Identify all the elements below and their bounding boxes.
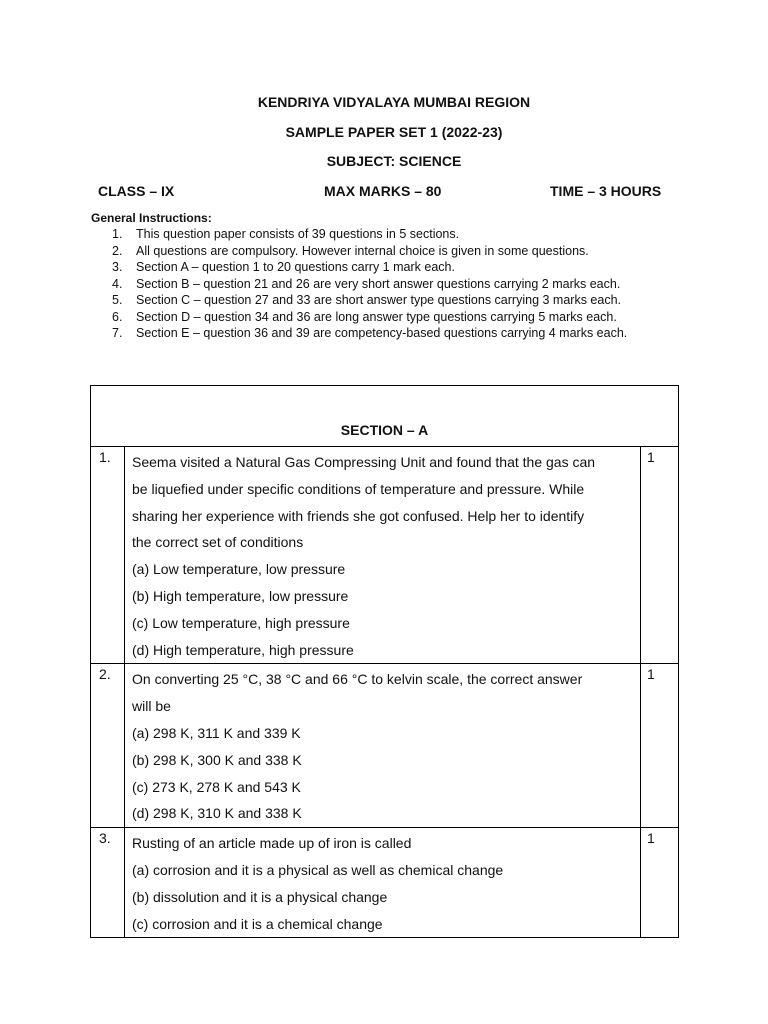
question-text: the correct set of conditions — [132, 534, 304, 551]
answer-option: (c) 273 K, 278 K and 543 K — [132, 778, 301, 795]
answer-option: (b) 298 K, 300 K and 338 K — [132, 751, 302, 768]
instruction-number: 1. — [112, 227, 123, 241]
school-name: KENDRIYA VIDYALAYA MUMBAI REGION — [257, 94, 531, 110]
instruction-text: Section A – question 1 to 20 questions carry 1 mark each. — [136, 260, 455, 274]
answer-option: (b) High temperature, low pressure — [132, 587, 349, 604]
instruction-text: This question paper consists of 39 questions in 5 sections. — [136, 227, 460, 241]
question-text: Rusting of an article made up of iron is called — [132, 835, 412, 852]
instruction-item — [112, 309, 692, 326]
question-body — [125, 828, 641, 938]
answer-option: (a) Low temperature, low pressure — [132, 561, 346, 578]
answer-option: (c) Low temperature, high pressure — [132, 614, 350, 631]
instructions-title: General Instructions: — [91, 211, 212, 225]
questions-table — [90, 385, 679, 938]
instruction-item — [112, 325, 692, 342]
question-body — [125, 664, 641, 828]
instructions-list — [112, 226, 692, 342]
time-label: TIME – 3 HOURS — [550, 183, 662, 199]
paper-title: SAMPLE PAPER SET 1 (2022-23) — [285, 124, 503, 140]
section-header-row — [91, 386, 679, 447]
instruction-item — [112, 276, 692, 293]
max-marks-label: MAX MARKS – 80 — [324, 183, 442, 199]
question-text: will be — [132, 698, 171, 715]
question-text: Seema visited a Natural Gas Compressing Unit and found that the gas can — [132, 454, 596, 470]
instruction-item — [112, 243, 692, 260]
class-label: CLASS – IX — [98, 183, 175, 199]
instruction-text: Section E – question 36 and 39 are competency-based questions carrying 4 marks each. — [136, 326, 628, 340]
answer-option: (d) High temperature, high pressure — [132, 641, 354, 658]
question-row — [91, 828, 679, 938]
instruction-number: 5. — [112, 293, 123, 307]
instruction-item — [112, 292, 692, 309]
question-body — [125, 447, 641, 664]
answer-option: (b) dissolution and it is a physical change — [132, 888, 388, 905]
instruction-text: Section C – question 27 and 33 are short answer type questions carrying 3 marks each. — [136, 293, 621, 307]
instruction-number: 4. — [112, 276, 123, 291]
instruction-item — [112, 226, 692, 243]
question-row — [91, 664, 679, 828]
question-marks: 1 — [640, 828, 678, 938]
question-marks: 1 — [640, 664, 678, 828]
instruction-number: 3. — [112, 260, 123, 274]
answer-option: (d) 298 K, 310 K and 338 K — [132, 805, 302, 822]
question-text: On converting 25 °C, 38 °C and 66 °C to kelvin scale, the correct answer — [132, 671, 583, 688]
instruction-text: All questions are compulsory. However internal choice is given in some questions. — [136, 243, 589, 258]
instruction-item — [112, 259, 692, 276]
instruction-number: 7. — [112, 326, 123, 340]
question-number: 3. — [91, 828, 125, 938]
question-marks: 1 — [640, 447, 678, 664]
question-number: 2. — [91, 664, 125, 828]
answer-option: (c) corrosion and it is a chemical change — [132, 915, 383, 932]
question-number: 1. — [91, 447, 125, 664]
answer-option: (a) 298 K, 311 K and 339 K — [132, 724, 301, 741]
answer-option: (a) corrosion and it is a physical as well as chemical change — [132, 861, 504, 878]
instruction-text: Section D – question 34 and 36 are long answer type questions carrying 5 marks each. — [136, 309, 617, 324]
instruction-number: 6. — [112, 309, 123, 324]
question-row — [91, 447, 679, 664]
question-text: sharing her experience with friends she got confused. Help her to identify — [132, 507, 585, 524]
subject-title: SUBJECT: SCIENCE — [326, 153, 462, 169]
section-title: SECTION – A — [91, 386, 679, 447]
instruction-number: 2. — [112, 243, 123, 258]
instruction-text: Section B – question 21 and 26 are very short answer questions carrying 2 marks each. — [136, 276, 621, 291]
question-text: be liquefied under specific conditions of temperature and pressure. While — [132, 480, 585, 497]
